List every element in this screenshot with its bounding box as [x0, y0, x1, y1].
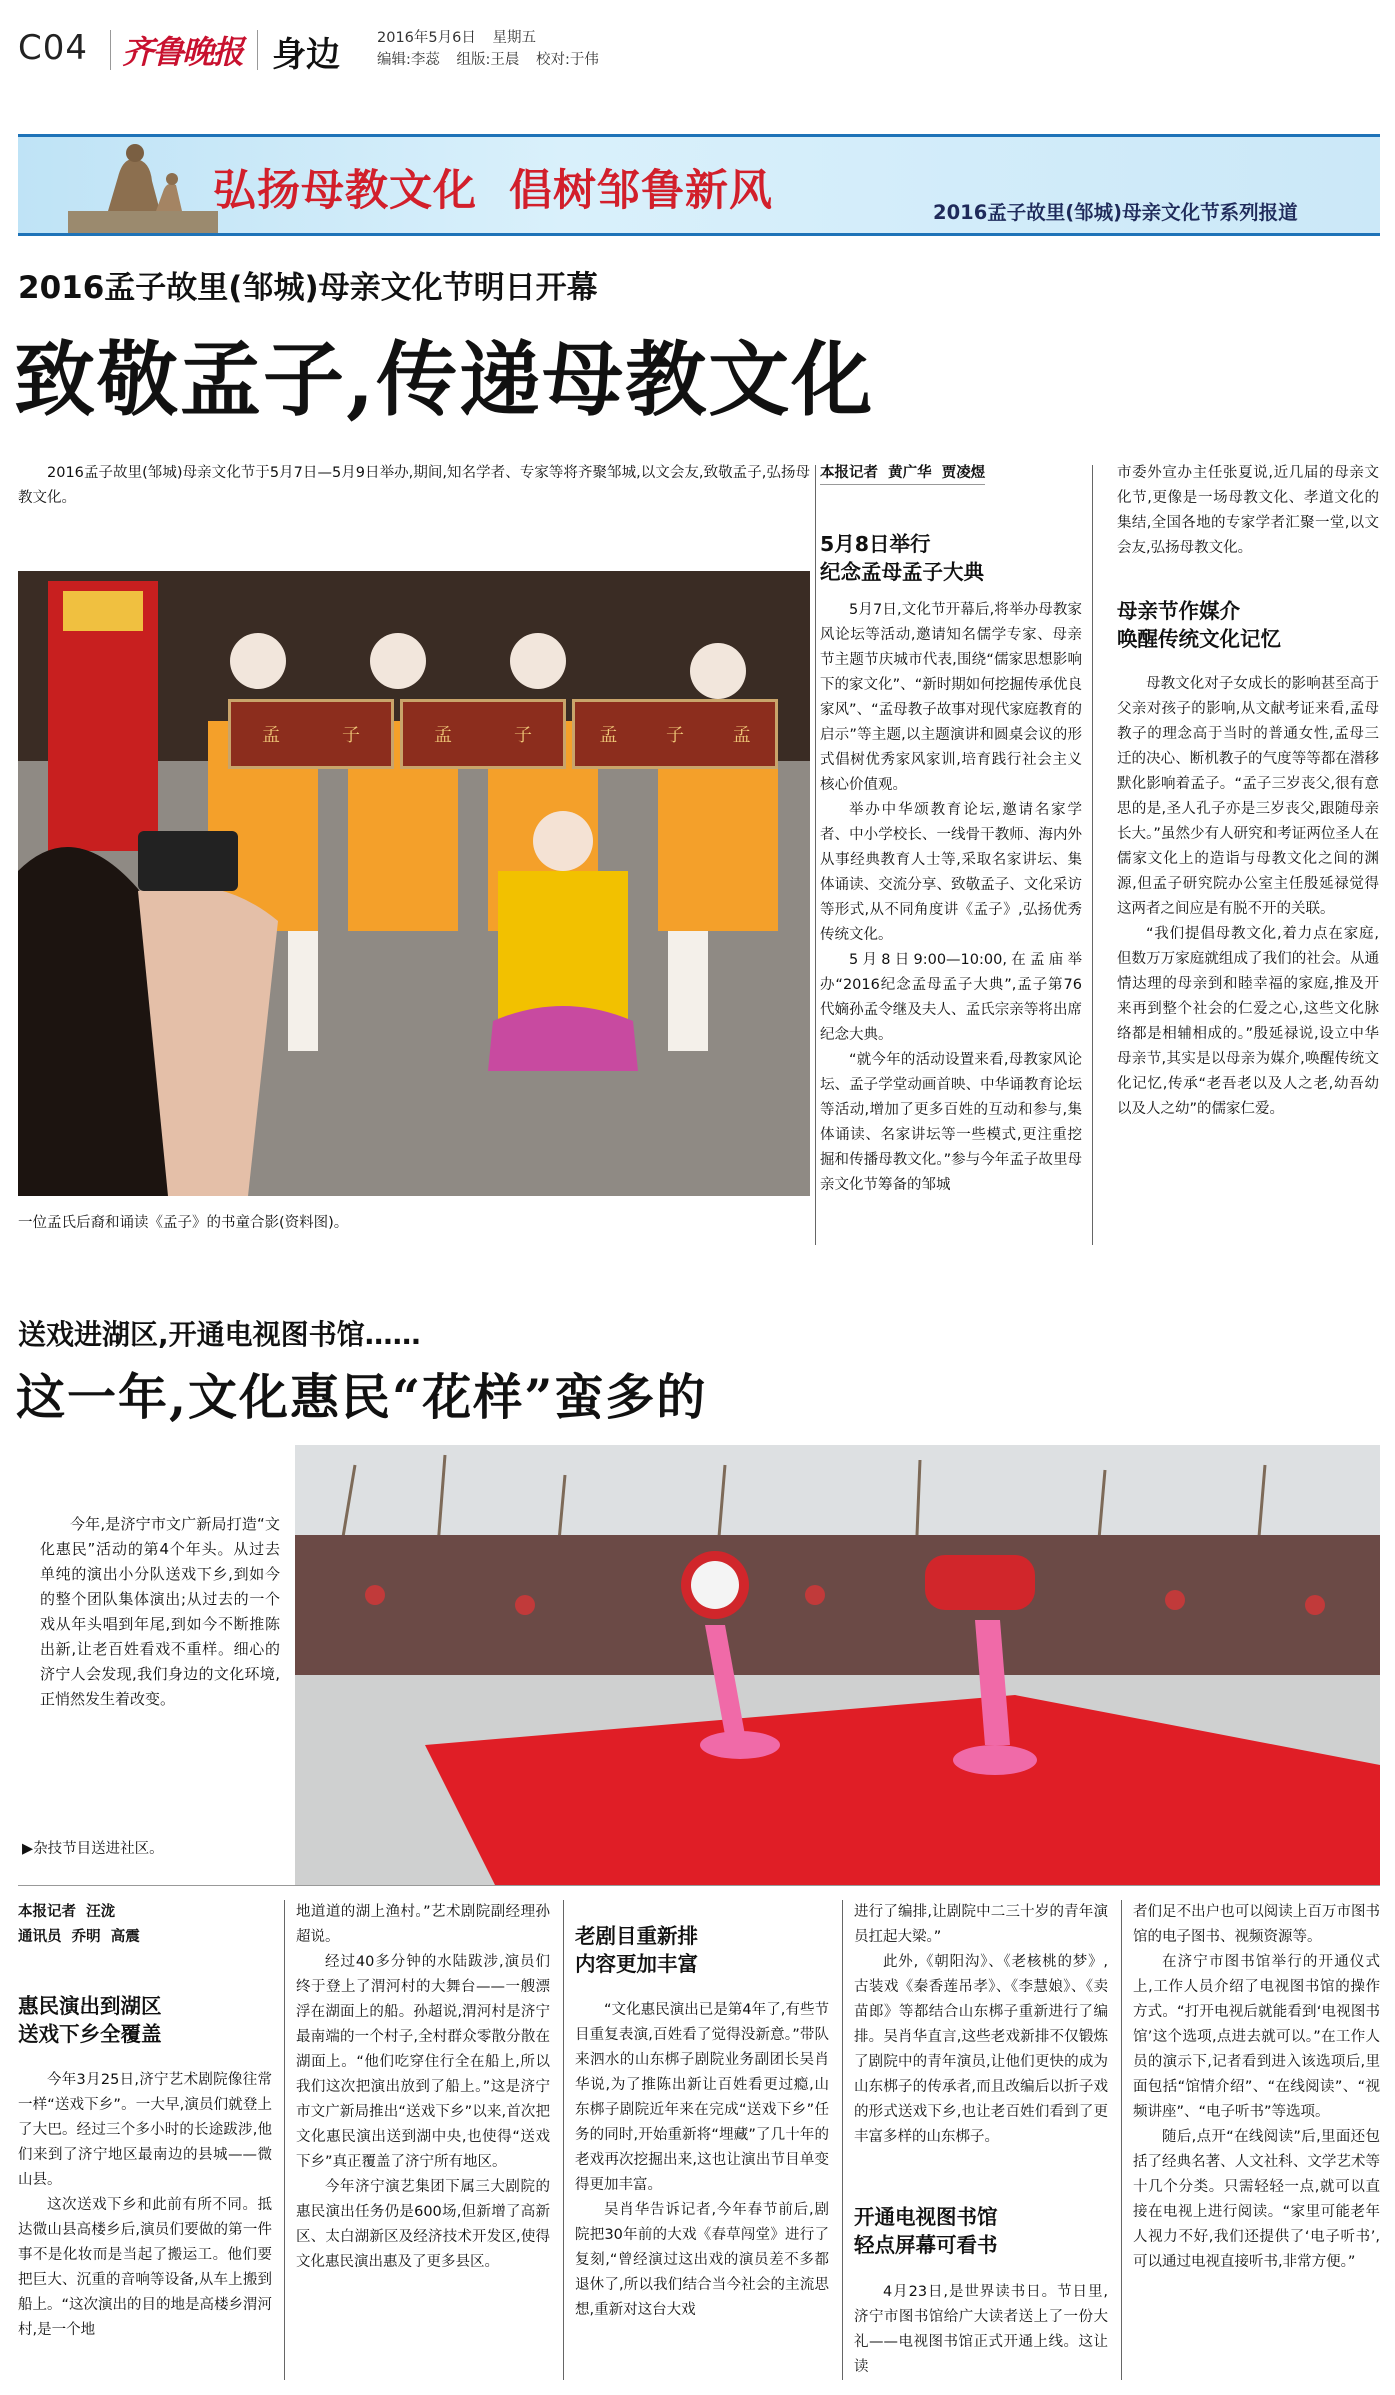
paragraph: 此外,《朝阳沟》、《老核桃的梦》,古装戏《秦香莲吊孝》、《李慧娘》、《卖苗郎》等都结合山东梆子重新进行了编排。吴肖华直言,这些老戏新排不仅锻炼了剧院中的青年演员,让他们更快的成为山东梆子的传承者,而且改编后以折子戏的形式送戏下乡,也让老百姓们看到了更丰富多样的山东梆子。: [854, 1954, 1108, 2145]
scroll-char: 子: [342, 725, 360, 746]
subhead-line: 母亲节作媒介: [1117, 599, 1240, 623]
story1-col2-text: [820, 598, 1082, 1198]
story2-colE-text: [1133, 1900, 1380, 2275]
scroll-3: [572, 699, 778, 769]
story1-photo-caption: 一位孟氏后裔和诵读《孟子》的书童合影(资料图)。: [18, 1215, 349, 1231]
story2-photo-scene: [295, 1445, 1380, 1885]
subhead-line: 轻点屏幕可看书: [854, 2233, 998, 2257]
story1-subhead-2: [1117, 597, 1281, 653]
story2-subhead-c: [854, 2203, 998, 2259]
paragraph: 4月23日,是世界读书日。节日里,济宁市图书馆给广大读者送上了一份大礼——电视图书馆正式开通上线。这让读: [854, 2284, 1108, 2375]
page-number: C04: [18, 28, 89, 68]
paragraph: 母教文化对子女成长的影响甚至高于父亲对孩子的影响,从文献考证来看,孟母教子的理念高于当时的普通女性,孟母三迁的决心、断机教子的气度等等都在潜移默化影响着孟子。“孟子三岁丧父,很有意思的是,圣人孔子亦是三岁丧父,跟随母亲长大。”虽然少有人研究和考证两位圣人在儒家文化上的造诣与母教文化之间的渊源,但孟子研究院办公室主任殷延禄觉得这两者之间应是有脱不开的关联。: [1117, 676, 1379, 917]
scroll-char: 子: [514, 725, 532, 746]
story2-subhead-a: [18, 1992, 162, 2048]
scroll-row: [228, 699, 798, 769]
reporter-credit: 本报记者 汪泷: [18, 1904, 116, 1920]
story2-colB-text: [296, 1900, 550, 2275]
story2-byline: [18, 1900, 140, 1950]
paragraph: 市委外宣办主任张夏说,近几届的母亲文化节,更像是一场母教文化、孝道文化的集结,全国各地的专家学者汇聚一堂,以文会友,弘扬母教文化。: [1117, 465, 1379, 556]
story1-subhead-1: [820, 530, 984, 586]
story2-colA-text: [18, 2068, 272, 2343]
subhead-line: 惠民演出到湖区: [18, 1994, 162, 2018]
story2-intro: [40, 1512, 280, 1712]
story2-subhead-b: [575, 1922, 698, 1978]
story1-col3-top: [1117, 461, 1379, 561]
subhead-line: 老剧目重新排: [575, 1924, 698, 1948]
paragraph: 吴肖华告诉记者,今年春节前后,剧院把30年前的大戏《春草闯堂》进行了复刻,“曾经演过这出戏的演员差不多都退休了,所以我们结合当今社会的主流思想,重新对这台大戏: [575, 2202, 829, 2318]
subhead-line: 送戏下乡全覆盖: [18, 2022, 162, 2046]
subhead-line: 内容更加丰富: [575, 1952, 698, 1976]
paragraph: “我们提倡母教文化,着力点在家庭,但数万万家庭就组成了我们的社会。从通情达理的母亲到和睦幸福的家庭,推及开来再到整个社会的仁爱之心,这些文化脉络都是相辅相成的。”殷延禄说,设立中华母亲节,其实是以母亲为媒介,唤醒传统文化记忆,传承“老吾老以及人之老,幼吾幼以及人之幼”的儒家仁爱。: [1117, 926, 1379, 1117]
story2-colC-text: [575, 1998, 829, 2323]
story1-lead: [18, 461, 810, 511]
story2-photo-caption: ▶杂技节目送进社区。: [22, 1841, 164, 1857]
paragraph: 者们足不出户也可以阅读上百万市图书馆的电子图书、视频资源等。: [1133, 1904, 1380, 1945]
proof-credit: 校对:于伟: [536, 52, 599, 68]
banner-series-title: 2016孟子故里(邹城)母亲文化节系列报道: [933, 201, 1298, 224]
story1-lead-text: 2016孟子故里(邹城)母亲文化节于5月7日—5月9日举办,期间,知名学者、专家等将齐聚邹城,以文会友,致敬孟子,弘扬母教文化。: [18, 465, 810, 506]
layout-credit: 组版:王晨: [456, 52, 520, 68]
story2-colD-text: [854, 1900, 1108, 2150]
paragraph: 地道道的湖上渔村。”艺术剧院副经理孙超说。: [296, 1904, 550, 1945]
story1-photo-scene: [18, 571, 810, 1196]
correspondent-credit: 通讯员 乔明 高震: [18, 1929, 140, 1945]
paragraph: 今年济宁演艺集团下属三大剧院的惠民演出任务仍是600场,但新增了高新区、太白湖新区及经济技术开发区,使得文化惠民演出惠及了更多县区。: [296, 2179, 550, 2270]
paragraph: “文化惠民演出已是第4年了,有些节目重复表演,百姓看了觉得没新意。”带队来泗水的山东梆子剧院业务副团长吴肖华说,为了推陈出新让百姓看更过瘾,山东梆子剧院近年来在完成“送戏下乡”任务的同时,开始重新将“埋藏”了几十年的老戏再次挖掘出来,这也让演出节目单变得更加丰富。: [575, 2002, 829, 2193]
issue-date: [377, 26, 536, 47]
story1-headline: 致敬孟子,传递母教文化: [14, 333, 875, 428]
paragraph: 这次送戏下乡和此前有所不同。抵达微山县高楼乡后,演员们要做的第一件事不是化妆而是当起了搬运工。他们要把巨大、沉重的音响等设备,从车上搬到船上。“这次演出的目的地是高楼乡渭河村,是一个地: [18, 2197, 273, 2338]
paragraph: 进行了编排,让剧院中二三十岁的青年演员扛起大梁。”: [854, 1904, 1108, 1945]
paragraph: 今年,是济宁市文广新局打造“文化惠民”活动的第4个年头。从过去单纯的演出小分队送戏下乡,到如今的整个团队集体演出;从过去的一个戏从年头唱到年尾,到如今不断推陈出新,让老百姓看戏不重样。细心的济宁人会发现,我们身边的文化环境,正悄然发生着改变。: [40, 1515, 280, 1708]
series-banner: [18, 134, 1380, 236]
story1-kicker: 2016孟子故里(邹城)母亲文化节明日开幕: [18, 270, 598, 306]
paragraph: 5月7日,文化节开幕后,将举办母教家风论坛等活动,邀请知名儒学专家、母亲节主题节庆城市代表,围绕“儒家思想影响下的家文化”、“新时期如何挖掘传承优良家风”、“孟母教子故事对现代家庭教育的启示”等主题,以主题演讲和圆桌会议的形式倡树优秀家风家训,培育践行社会主义核心价值观。: [820, 602, 1082, 793]
scroll-1: [228, 699, 394, 769]
section-name: 身边: [272, 35, 340, 75]
story2-kicker: 送戏进湖区,开通电视图书馆……: [18, 1318, 421, 1351]
scroll-char: 孟: [732, 725, 751, 746]
paragraph: 经过40多分钟的水陆跋涉,演员们终于登上了渭河村的大舞台——一艘漂浮在湖面上的船。孙超说,渭河村是济宁最南端的一个村子,全村群众零散分散在湖面上。“他们吃穿住行全在船上,所以我们这次把演出放到了船上。”这是济宁市文广新局推出“送戏下乡”以来,首次把文化惠民演出送到湖中央,也使得“送戏下乡”真正覆盖了济宁所有地区。: [296, 1954, 550, 2170]
subhead-line: 开通电视图书馆: [854, 2205, 998, 2229]
date-text: 2016年5月6日: [377, 30, 476, 46]
masthead-logo: 齐鲁晚报: [122, 33, 243, 71]
scroll-char: 孟: [599, 725, 618, 746]
scroll-char: 孟: [262, 725, 280, 746]
staff-credits: [377, 48, 599, 69]
story1-col3-text: [1117, 672, 1379, 1122]
paragraph: 举办中华颂教育论坛,邀请名家学者、中小学校长、一线骨干教师、海内外从事经典教育人士等,采取名家讲坛、集体诵读、交流分享、致敬孟子、文化采访等形式,从不同角度讲《孟子》,弘扬优秀传统文化。: [820, 802, 1082, 943]
story1-photo: [18, 571, 810, 1196]
story1-byline: 本报记者 黄广华 贾凌煜: [820, 461, 985, 485]
story2-photo: [295, 1445, 1380, 1885]
editor-credit: 编辑:李蕊: [377, 52, 440, 68]
subhead-line: 5月8日举行: [820, 532, 931, 556]
subhead-line: 纪念孟母孟子大典: [820, 560, 984, 584]
weekday-text: 星期五: [492, 30, 536, 46]
paragraph: 随后,点开“在线阅读”后,里面还包括了经典名著、人文社科、文学艺术等十几个分类。只需轻轻一点,就可以直接在电视上进行阅读。“家里可能老年人视力不好,我们还提供了‘电子听书’,可以通过电视直接听书,非常方便。”: [1133, 2129, 1380, 2270]
scroll-2: [400, 699, 566, 769]
paragraph: 在济宁市图书馆举行的开通仪式上,工作人员介绍了电视图书馆的操作方式。“打开电视后就能看到‘电视图书馆’这个选项,点进去就可以。”在工作人员的演示下,记者看到进入该选项后,里面包括“馆情介绍”、“在线阅读”、“视频讲座”、“电子听书”等选项。: [1133, 1954, 1380, 2120]
paragraph: 5月8日9:00—10:00,在孟庙举办“2016纪念孟母孟子大典”,孟子第76代嫡孙孟令继及夫人、孟氏宗亲等将出席纪念大典。: [820, 952, 1082, 1043]
statue-illustration: [68, 137, 218, 233]
paragraph: 今年3月25日,济宁艺术剧院像往常一样“送戏下乡”。一大早,演员们就登上了大巴。经过三个多小时的长途跋涉,他们来到了济宁地区最南边的县城——微山县。: [18, 2072, 272, 2188]
story2-headline: 这一年,文化惠民“花样”蛮多的: [16, 1368, 708, 1426]
subhead-line: 唤醒传统文化记忆: [1117, 627, 1281, 651]
scroll-char: 子: [665, 725, 684, 746]
page-header: [0, 0, 1395, 90]
paragraph: “就今年的活动设置来看,母教家风论坛、孟子学堂动画首映、中华诵教育论坛等活动,增加了更多百姓的互动和参与,集体诵读、名家讲坛等一些模式,更注重挖掘和传播母教文化。”参与今年孟子故里母亲文化节筹备的邹城: [820, 1052, 1082, 1193]
banner-slogan: 弘扬母教文化 倡树邹鲁新风: [213, 166, 773, 216]
scroll-char: 孟: [434, 725, 452, 746]
story2-colD-last: [854, 2280, 1108, 2380]
